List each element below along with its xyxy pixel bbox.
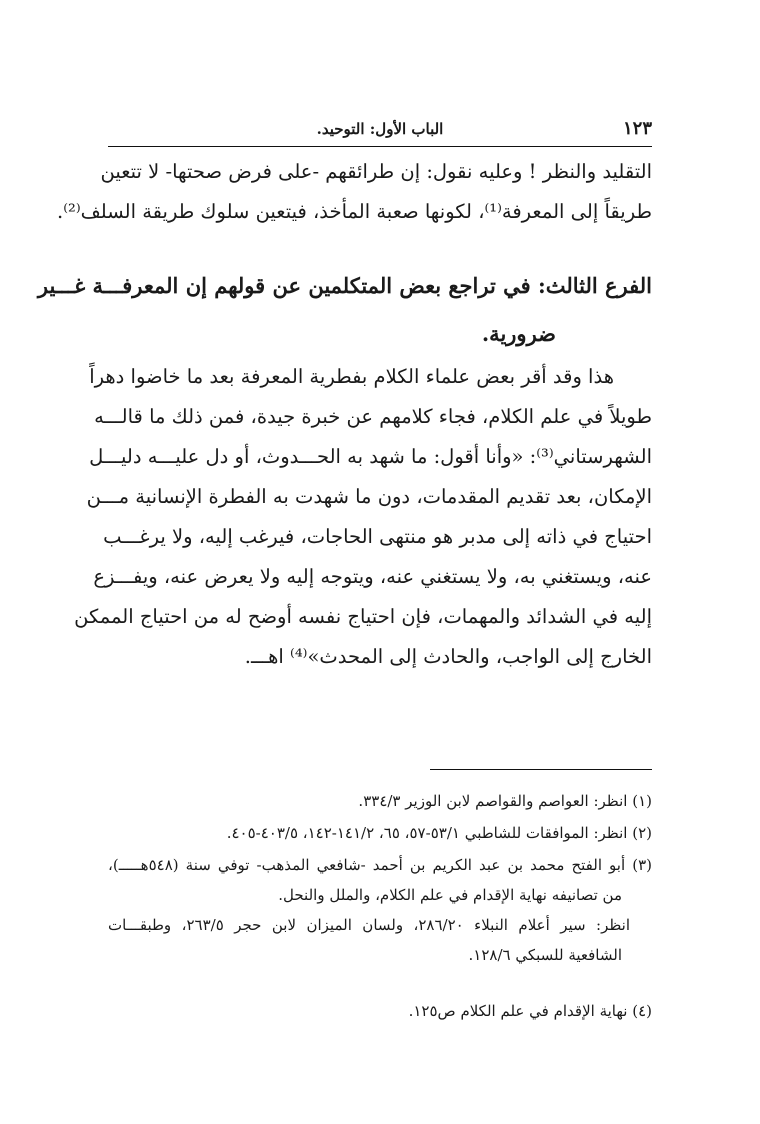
paragraph-line: الشهرستاني⁽³⁾: «وأنا أقول: ما شهد به الحـــدوث، أو دل عليـــه دليـــل (89, 445, 652, 468)
footnote-2: (٢) انظر: الموافقات للشاطبي ٥٣/١-٥٧، ٦٥، ١٤١/٢-١٤٢، ٤٠٣/٥-٤٠٥. (226, 824, 652, 842)
section-heading-line-2: ضرورية. (481, 321, 556, 346)
section-heading (37, 262, 652, 358)
footnote-4: (٤) نهاية الإقدام في علم الكلام ص١٢٥. (408, 1002, 652, 1020)
footnote-separator (430, 769, 652, 770)
paragraph-line: إليه في الشدائد والمهمات، فإن احتياج نفسه أوضح له من احتياج الممكن (74, 605, 652, 628)
paragraph-line: التقليد والنظر ! وعليه نقول: إن طرائقهم -على فرض صحتها- لا تتعين (100, 160, 652, 183)
main-paragraph (74, 357, 652, 677)
paragraph-line: هذا وقد أقر بعض علماء الكلام بفطرية المعرفة بعد ما خاضوا دهراً (89, 365, 614, 388)
paragraph-line: طريقاً إلى المعرفة⁽¹⁾، لكونها صعبة المأخذ، فيتعين سلوك طريقة السلف⁽²⁾. (57, 200, 652, 223)
paragraph-line: الخارج إلى الواجب، والحادث إلى المحدث»⁽⁴⁾ اهـــ. (244, 645, 652, 668)
top-paragraph (57, 152, 652, 232)
page-number: ١٢٣ (622, 118, 652, 139)
paragraph-line: طويلاً في علم الكلام، فجاء كلامهم عن خبرة جيدة، فمن ذلك ما قالـــه (94, 405, 652, 428)
footnote-3: (٣) أبو الفتح محمد بن عبد الكريم بن أحمد -شافعي المذهب- توفي سنة (٥٤٨هـــــ)، من تصانيفه نهاية الإقدام في علم الكلام، والملل والنحل. انظر: سير أعلام النبلاء ٢٨٦/٢٠، ولسان الميزان لابن حجر ٢٦٣/٥، وطبقـــات الشافعية للسبكي ١٢٨/٦. (108, 856, 652, 964)
running-header (108, 120, 652, 147)
paragraph-line: عنه، ويستغني به، ولا يستغني عنه، ويتوجه إليه ولا يعرض عنه، ويفـــزع (93, 565, 652, 588)
footnote-1: (١) انظر: العواصم والقواصم لابن الوزير ٣٣٤/٣. (358, 792, 652, 810)
header-chapter-title: الباب الأول: التوحيد. (316, 120, 444, 138)
paragraph-line: احتياج في ذاته إلى مدبر هو منتهى الحاجات، فيرغب إليه، ولا يرغـــب (103, 525, 652, 548)
section-heading-line-1: الفرع الثالث: في تراجع بعض المتكلمين عن قولهم إن المعرفـــة غـــير (37, 273, 652, 298)
paragraph-line: الإمكان، بعد تقديم المقدمات، دون ما شهدت به الفطرة الإنسانية مـــن (86, 485, 652, 508)
